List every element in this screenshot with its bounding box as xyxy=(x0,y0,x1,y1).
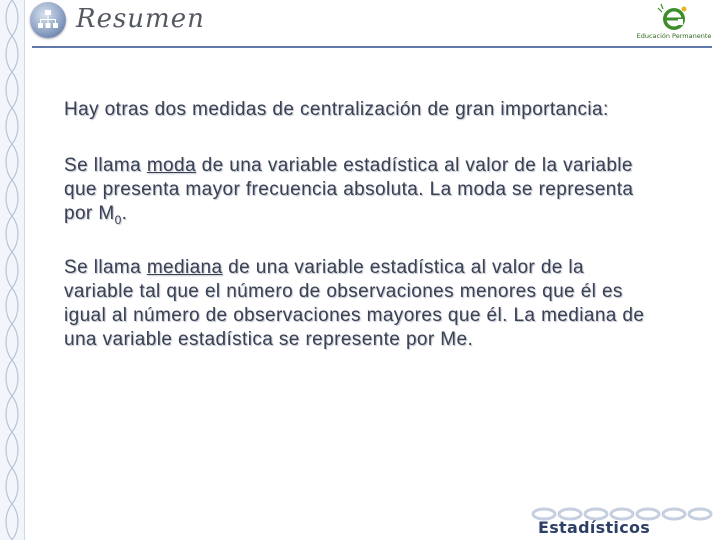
intro-paragraph: Hay otras dos medidas de centralización de gran importancia: xyxy=(64,99,609,120)
mediana-term: mediana xyxy=(146,257,223,278)
moda-prefix: Se llama xyxy=(64,155,147,176)
moda-subscript: 0 xyxy=(114,212,122,227)
mediana-prefix: Se llama xyxy=(64,257,147,278)
mediana-text: de una variable estadística al valor de la variable tal que el número de observaciones menores que él es igual al número de observaciones mayores que él. La mediana de una variable estadística se represente por Me. xyxy=(64,257,645,350)
moda-text: de una variable estadística al valor de la variable que presenta mayor frecuencia absoluta. La moda se representa por M xyxy=(64,155,634,224)
logo-text: Educación Permanente xyxy=(636,32,712,40)
page-title: Resumen xyxy=(76,4,205,34)
footer-section-label: Estadísticos xyxy=(538,518,651,537)
main-content xyxy=(64,98,654,352)
sitemap-icon xyxy=(30,2,66,38)
mediana-definition xyxy=(64,256,654,352)
left-decorative-strip xyxy=(0,0,25,540)
moda-term: moda xyxy=(146,155,196,176)
moda-definition xyxy=(64,154,654,226)
moda-suffix: . xyxy=(121,203,128,224)
header-divider xyxy=(32,46,712,48)
